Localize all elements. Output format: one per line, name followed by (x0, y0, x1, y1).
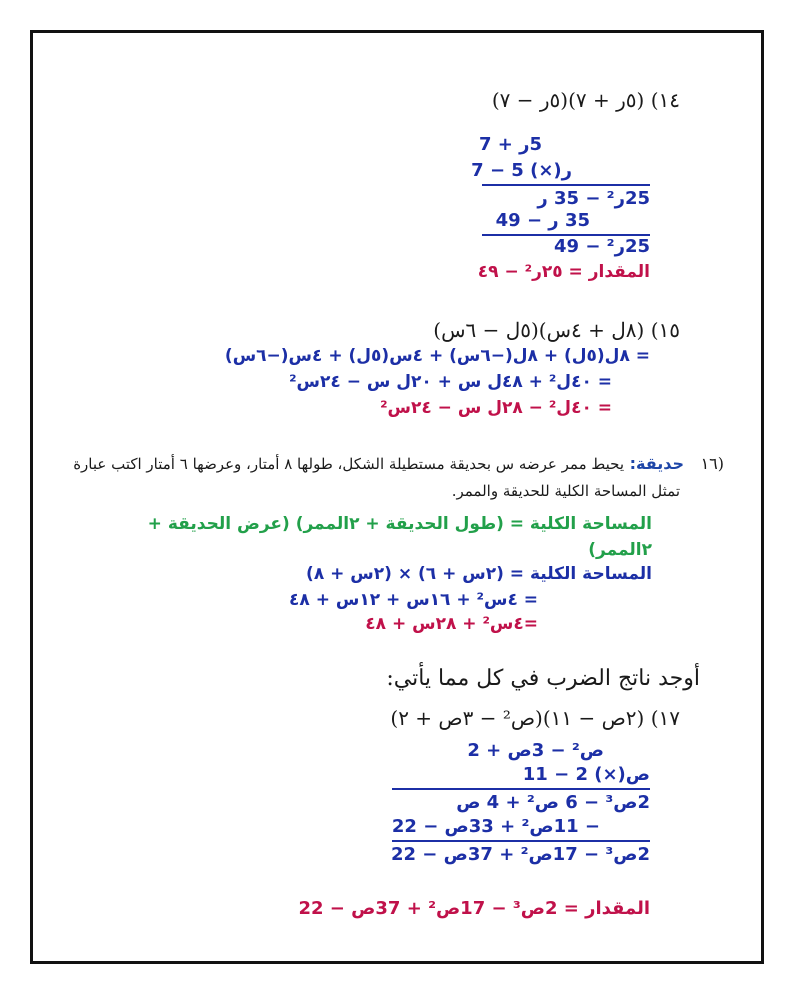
p17-answer: المقدار = 2ص³ − 17ص² + 37ص − 22 (298, 898, 650, 919)
problem-14-header: ١٤) (٥ر + ٧)(٥ر − ٧) (491, 88, 680, 112)
p14-answer: المقدار = ٢٥ر² − ٤٩ (477, 262, 650, 282)
p16-text-line-1: يحيط ممر عرضه س بحديقة مستطيلة الشكل، طولها ٨ أمتار، وعرضها ٦ أمتار اكتب عبارة (73, 455, 624, 473)
problem-17-header: ١٧) (٢ص − ١١)(ص² − ٣ص + ٢) (390, 706, 680, 730)
p14-line-5: 25ر² − 49 (553, 236, 650, 257)
p15-answer: = ٤٠ل² − ٢٨ل س − ٢٤س² (380, 398, 612, 418)
p14-line-2: ر(×) 5 − 7 (471, 160, 572, 181)
p17-rule-1 (392, 788, 650, 790)
p16-keyword: حديقة: (629, 454, 684, 473)
p16-green-line-2: ٢الممر) (588, 540, 652, 560)
p16-green-line-1: المساحة الكلية = (طول الحديقة + ٢الممر) (عرض الحديقة + (147, 514, 652, 534)
p15-line-1: = ٨ل(٥ل) + ٨ل(−٦س) + ٤س(٥ل) + ٤س(−٦س) (224, 346, 650, 366)
p16-answer: =٤س² + ٢٨س + ٤٨ (365, 614, 538, 634)
p17-line-4: − 11ص² + 33ص − 22 (391, 816, 600, 837)
p17-line-3: 2ص³ − 6 ص² + 4 ص (456, 792, 650, 813)
p14-line-3: 25ر² − 35 ر (537, 188, 650, 209)
p16-line-1: المساحة الكلية = (٢س + ٦) × (٢س + ٨) (306, 564, 652, 584)
p15-line-2: = ٤٠ل² + ٤٨ل س + ٢٠ل س − ٢٤س² (289, 372, 612, 392)
p17-line-2: ص(×) 2 − 11 (522, 764, 650, 785)
section-title: أوجد ناتج الضرب في كل مما يأتي: (386, 666, 700, 691)
p14-line-4: 35 ر − 49 (495, 210, 590, 231)
p16-number: ١٦) (700, 454, 724, 473)
p14-line-1: 5ر + 7 (478, 134, 542, 155)
p17-line-5: 2ص³ − 17ص² + 37ص − 22 (390, 844, 650, 865)
p17-line-1: ص² − 3ص + 2 (467, 740, 604, 761)
p16-line-2: = ٤س² + ١٦س + ١٢س + ٤٨ (289, 590, 538, 610)
p17-rule-2 (392, 840, 650, 842)
p16-text-line-2: تمثل المساحة الكلية للحديقة والممر. (451, 482, 680, 500)
problem-15-header: ١٥) (٨ل + ٤س)(٥ل − ٦س) (433, 318, 680, 342)
p14-rule-1 (482, 184, 650, 186)
